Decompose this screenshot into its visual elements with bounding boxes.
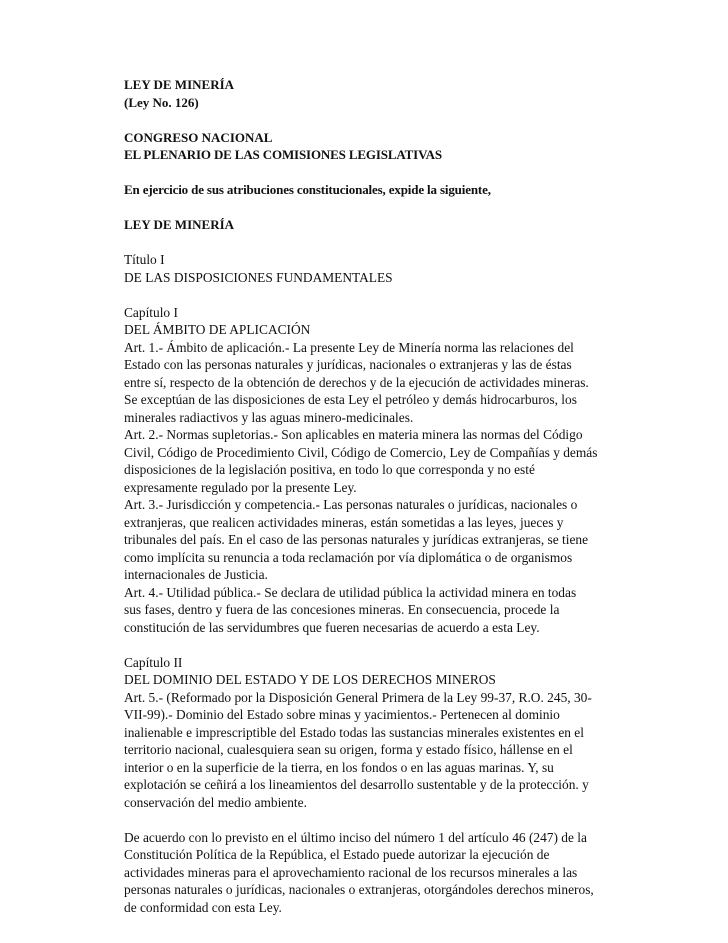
title-name: DE LAS DISPOSICIONES FUNDAMENTALES (124, 269, 393, 285)
article-5-line: interior o en la superficie de la tierra, en los fondos o en las aguas marinas. Y, su (124, 759, 554, 775)
final-paragraph-line: de conformidad con esta Ley. (124, 899, 282, 915)
title-label: Título I (124, 252, 165, 267)
article-1-line: minerales radiactivos y las aguas minero-medicinales. (124, 409, 414, 425)
preamble-text: En ejercicio de sus atribuciones constitucionales, expide la siguiente, (124, 182, 491, 197)
chapter-2 (124, 654, 604, 812)
article-3-line: tribunales del país. En el caso de las personas naturales y jurídicas extranjeras, se tiene (124, 532, 589, 547)
article-5-line: VII-99).- Dominio del Estado sobre minas y yacimientos.- Pertenecen al dominio (124, 707, 560, 722)
article-4-line: Art. 4.- Utilidad pública.- Se declara de utilidad pública la actividad minera en todas (124, 584, 577, 600)
chapter-1-name: DEL ÁMBITO DE APLICACIÓN (124, 322, 311, 337)
issuer-block (124, 129, 604, 164)
article-3 (124, 496, 604, 584)
article-2-line: disposiciones de la legislación positiva, en todo lo que corresponda y no esté (124, 462, 535, 477)
article-2-line: Civil, Código de Procedimiento Civil, Código de Comercio, Ley de Compañías y demás (124, 444, 598, 460)
issuer-congress: CONGRESO NACIONAL (124, 129, 273, 145)
article-1-line: Se exceptúan de las disposiciones de esta Ley el petróleo y demás hidrocarburos, los (124, 392, 577, 407)
final-paragraph-line: Constitución Política de la República, el Estado puede autorizar la ejecución de (124, 847, 550, 862)
article-1-line: Art. 1.- Ámbito de aplicación.- La presente Ley de Minería norma las relaciones del (124, 339, 574, 355)
article-4-line: constitución de las servidumbres que fueren necesarias de acuerdo a esta Ley. (124, 619, 540, 635)
article-4-line: sus fases, dentro y fuera de las concesiones mineras. En consecuencia, procede la (124, 602, 560, 617)
article-1-line: entre sí, respecto de la obtención de derechos y de la ejecución de actividades mineras. (124, 374, 589, 390)
chapter-2-name: DEL DOMINIO DEL ESTADO Y DE LOS DERECHOS MINEROS (124, 672, 496, 687)
law-number: (Ley No. 126) (124, 94, 199, 110)
document-page (124, 76, 604, 934)
law-title: LEY DE MINERÍA (124, 77, 235, 92)
law-heading: LEY DE MINERÍA (124, 217, 235, 232)
article-4 (124, 584, 604, 637)
article-3-line: extranjeras, que realicen actividades mineras, están sometidas a las leyes, jueces y (124, 514, 564, 530)
final-paragraph-line: personas naturales o jurídicas, nacionales o extranjeras, otorgándoles derechos mineros, (124, 882, 594, 897)
article-2-line: Art. 2.- Normas supletorias.- Son aplicables en materia minera las normas del Código (124, 427, 583, 442)
article-5 (124, 689, 604, 812)
article-3-line: Art. 3.- Jurisdicción y competencia.- Las personas naturales o jurídicas, nacionales o (124, 497, 578, 512)
article-1 (124, 339, 604, 427)
article-5-line: territorio nacional, cualesquiera sean su origen, forma y estado físico, hállense en el (124, 742, 573, 757)
article-5-line: explotación se ceñirá a los lineamientos del desarrollo sustentable y de la protección. y (124, 777, 589, 792)
final-paragraph (124, 829, 604, 917)
article-3-line: como implícita su renuncia a toda reclamación por vía diplomática o de organismos (124, 549, 573, 565)
article-5-line: conservación del medio ambiente. (124, 794, 307, 810)
final-paragraph-line: De acuerdo con lo previsto en el último inciso del número 1 del artículo 46 (247) de la (124, 829, 587, 845)
title-section (124, 251, 604, 286)
preamble-block (124, 181, 604, 199)
chapter-1-label: Capítulo I (124, 304, 178, 320)
law-heading-block (124, 216, 604, 234)
article-2 (124, 426, 604, 496)
article-5-line: inalienable e imprescriptible del Estado todas las sustancias minerales existentes en el (124, 724, 584, 740)
article-2-line: expresamente regulado por la presente Ley. (124, 479, 357, 495)
law-header (124, 76, 604, 111)
article-5-line: Art. 5.- (Reformado por la Disposición General Primera de la Ley 99-37, R.O. 245, 30- (124, 689, 592, 705)
article-1-line: Estado con las personas naturales y jurídicas, nacionales o extranjeras y las de éstas (124, 357, 572, 372)
issuer-plenary: EL PLENARIO DE LAS COMISIONES LEGISLATIVAS (124, 147, 442, 162)
article-3-line: internacionales de Justicia. (124, 567, 268, 582)
final-paragraph-line: actividades mineras para el aprovechamiento racional de los recursos minerales a las (124, 864, 578, 880)
chapter-2-label: Capítulo II (124, 654, 183, 670)
chapter-1 (124, 304, 604, 637)
